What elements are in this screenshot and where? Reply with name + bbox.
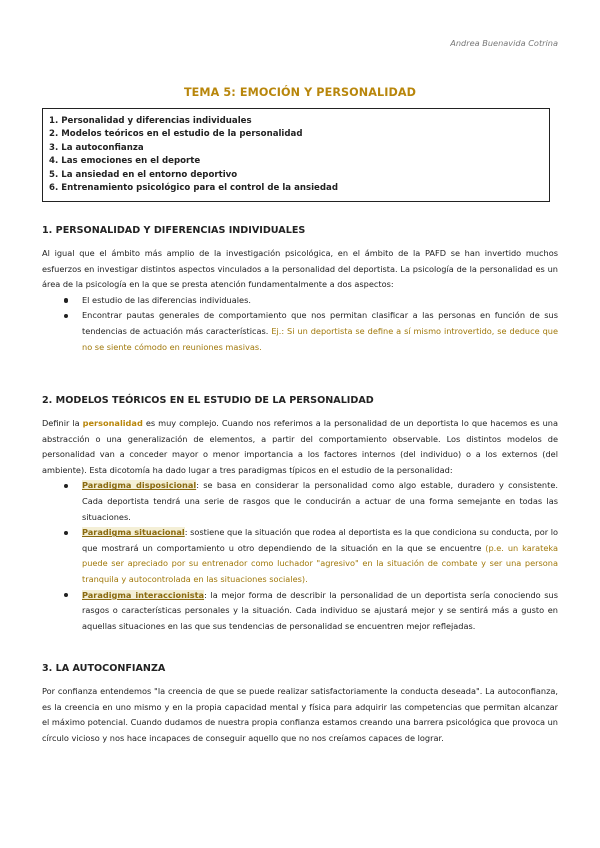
toc-item: 6. Entrenamiento psicológico para el control de la ansiedad	[49, 183, 338, 194]
section-heading: 2. MODELOS TEÓRICOS EN EL ESTUDIO DE LA PERSONALIDAD	[42, 395, 374, 406]
toc-item: 4. Las emociones en el deporte	[49, 156, 201, 167]
toc-item: 2. Modelos teóricos en el estudio de la personalidad	[49, 129, 303, 140]
section-2	[42, 394, 558, 634]
key-term: Paradigma situacional	[82, 527, 185, 538]
section-1	[42, 224, 558, 355]
bullet-text: El estudio de las diferencias individuales.	[82, 294, 251, 305]
bullet-text: : la mejor forma de describir la personalidad de un deportista sería conociendo sus rasgos o características personales y la situación. Cada individuo se ajustará mejor y se sentirá más a gusto en aquellas situaciones en las que sus tendencias de personalidad se encuentren mejor reflejadas.	[82, 589, 558, 631]
list-item	[42, 308, 558, 355]
text-run: Definir la	[42, 418, 83, 428]
bullet-text: : se basa en considerar la personalidad como algo estable, duradero y consistente. Cada deportista tendrá una serie de rasgos que le conducirán a actuar de una forma semejante en todas las situaciones.	[82, 480, 558, 522]
toc-item: 1. Personalidad y diferencias individuales	[49, 116, 252, 126]
key-term: Paradigma disposicional	[82, 480, 197, 491]
bullet-list	[42, 478, 558, 634]
list-item	[42, 478, 558, 525]
toc-item: 5. La ansiedad en el entorno deportivo	[49, 169, 238, 180]
page-title: TEMA 5: EMOCIÓN Y PERSONALIDAD	[183, 86, 417, 99]
bullet-text: Encontrar pautas generales de comportamiento que nos permitan clasificar a las personas en función de sus tendencias de actuación más características.	[82, 310, 558, 336]
section-heading: 3. LA AUTOCONFIANZA	[42, 663, 166, 674]
bullet-list	[42, 293, 558, 355]
section-paragraph: Por confianza entendemos "la creencia de que se puede realizar satisfactoriamente la conducta deseada". La autoconfianza, es la creencia en uno mismo y en la propia capacidad mental y física para adquirir las competencias que permitan alcanzar el máximo potencial. Cuando dudamos de nuestra propia confianza estamos creando una barrera psicológica que provoca un círculo vicioso y nos hace incapaces de conseguir aquello que no nos creíamos capaces de lograr.	[42, 686, 558, 743]
key-term: Paradigma interaccionista	[82, 589, 205, 600]
toc-item: 3. La autoconfianza	[49, 142, 144, 153]
list-item	[42, 525, 558, 587]
example-text: (p.e. un karateka puede ser apreciado por su entrenador como luchador "agresivo" en la situación de combate y ser una persona tranquila y autocontrolada en las situaciones sociales).	[82, 542, 558, 584]
bullet-text: : sostiene que la situación que rodea al deportista es la que condiciona su conducta, por lo que mostrará un comportamiento u otro dependiendo de la situación en la que se encuentre	[82, 527, 558, 553]
text-run: es muy complejo. Cuando nos referimos a la personalidad de un deportista lo que hacemos es una abstracción o una generalización de elementos, a partir del comportamiento observable. Los distintos modelos de personalidad van a conceder mayor o menor importancia a los factores internos (del individuo) o a los externos (del ambiente). Esta dicotomía ha dado lugar a tres paradigmas típicos en el estudio de la personalidad:	[42, 418, 558, 475]
table-of-contents	[42, 108, 550, 202]
example-text: Ej.: Si un deportista se define a sí mismo introvertido, se deduce que no se siente cómodo en reuniones masivas.	[82, 325, 558, 352]
key-term: personalidad	[82, 418, 143, 428]
list-item	[42, 293, 558, 309]
section-paragraph: Al igual que el ámbito más amplio de la investigación psicológica, en el ámbito de la PAFD se han invertido muchos esfuerzos en investigar distintos aspectos vinculados a la personalidad del deportista. La psicología de la personalidad es un área de la psicología en la que se presta atención fundamentalmente a dos aspectos:	[42, 248, 558, 290]
section-3	[42, 662, 558, 746]
author-name: Andrea Buenavida Cotrina	[450, 38, 558, 48]
section-heading: 1. PERSONALIDAD Y DIFERENCIAS INDIVIDUALES	[42, 225, 306, 236]
section-paragraph	[42, 416, 558, 478]
list-item	[42, 588, 558, 635]
